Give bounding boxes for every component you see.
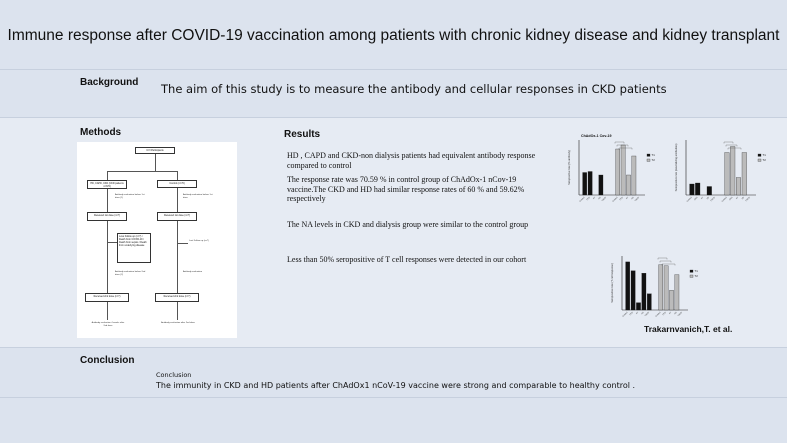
conclusion-text: The immunity in CKD and HD patients after ChAdOx1 nCoV-19 vaccine were strong and comparable to healthy control . [156, 381, 636, 390]
bar-T2-2 [736, 178, 741, 196]
results-para-3: The NA levels in CKD and dialysis group were similar to the control group [287, 220, 529, 229]
legend-label: T1 [694, 269, 698, 274]
legend-label: T1 [651, 153, 655, 158]
tick-label: HD [631, 196, 635, 201]
footer-band [0, 398, 787, 443]
legend-label: T1 [762, 153, 766, 158]
y-axis-label: Seropositive rate (T cell response) [611, 263, 614, 303]
chart-neutralizing [672, 130, 782, 208]
conclusion-heading: Conclusion [80, 355, 135, 366]
tick-label: Control [721, 196, 728, 203]
legend-swatch [690, 270, 693, 272]
bar-T2-1 [664, 266, 668, 310]
tick-label: CAPD [745, 196, 751, 203]
bar-T2-2 [626, 175, 630, 195]
tick-label: HD [674, 311, 678, 316]
flow-left-group: HD, CAPD, CKD (CKD patients n=370) [87, 180, 127, 189]
flow-received-2-right: Received 2nd dose (n=?) [155, 293, 199, 302]
tick-label: KT [735, 196, 740, 201]
tick-label: Control [655, 311, 662, 318]
flow-final-right: Antibody evaluation after 2nd dose [161, 322, 195, 324]
citation: Trakarnvanich,T. et al. [644, 324, 733, 334]
tick-label: HD [641, 311, 645, 316]
background-heading: Background [80, 77, 139, 88]
bar-T1-0 [583, 173, 587, 196]
tick-label: CAPD [677, 311, 684, 318]
flow-final-left: Antibody evaluation 4 weeks after 2nd dose [91, 322, 125, 327]
tick-label: HD [706, 196, 711, 201]
legend-label: T2 [694, 274, 698, 279]
poster-title: Immune response after COVID-19 vaccination among patients with chronic kidney disease and kidney transplant [7, 27, 780, 44]
tick-label: KT [592, 196, 597, 201]
tick-label: KT [668, 311, 673, 316]
chart-title: ChAdOx-1 Cov-19 [581, 134, 612, 138]
tick-label: CKD [693, 196, 699, 202]
bar-T2-2 [669, 290, 673, 310]
flow-eval-left-2: Antibody evaluation before 2nd dose (2) [115, 271, 146, 276]
flow-eval-left-1: Antibody evaluation before 1st dose (1) [115, 194, 145, 199]
chart-antibody-svg [565, 130, 665, 208]
tick-label: Control [622, 311, 629, 318]
tick-label: CKD [629, 311, 634, 317]
conclusion-section [0, 348, 787, 398]
flow-received-1-left: Received 1st dose (n=?) [87, 212, 127, 221]
flow-top-box: CVI Participants [135, 147, 175, 154]
legend-label: T2 [651, 158, 655, 163]
results-heading: Results [284, 129, 321, 140]
flow-right-group: Control (n=70) [157, 180, 197, 188]
tick-label: CKD [619, 196, 624, 202]
flow-lost-right: Lost Follow up (n=?) [189, 240, 209, 242]
legend-swatch [647, 154, 650, 156]
flow-loss-box: Loss Follow up (n=?) / Death from COVID-19 / Death from sepsis / Death from underlying disease [117, 233, 151, 263]
bar-T2-3 [632, 156, 636, 195]
bar-T1-0 [690, 184, 695, 195]
bar-T2-1 [730, 147, 735, 196]
tick-label: HD [598, 196, 602, 201]
tick-label: Control [686, 196, 693, 203]
tick-label: HD [741, 196, 746, 201]
study-flowchart [77, 142, 237, 338]
tick-label: CAPD [710, 196, 716, 203]
legend-swatch [647, 159, 650, 161]
bar-T2-0 [659, 265, 663, 310]
legend-swatch [758, 154, 761, 156]
flow-eval-right-2: Antibody evaluation [183, 271, 203, 273]
chart-neutralizing-svg [672, 130, 782, 208]
sig-bracket [662, 264, 675, 266]
sig-bracket [724, 142, 733, 144]
chart-tcell-svg [608, 250, 728, 322]
bar-T1-1 [588, 172, 592, 196]
legend-label: T2 [762, 158, 766, 163]
tick-label: CKD [662, 311, 667, 317]
bar-T2-0 [616, 149, 620, 195]
tick-label: CAPD [644, 311, 651, 318]
tick-label: CKD [586, 196, 591, 202]
sig-bracket [726, 145, 737, 147]
bar-T1-2 [636, 303, 640, 310]
bar-T1-0 [626, 262, 630, 310]
results-para-1: HD , CAPD and CKD-non dialysis patients had equivalent antibody response compared to control [287, 151, 536, 170]
flow-received-1-right: Received 1st dose (n=?) [157, 212, 197, 221]
bar-T1-3 [642, 273, 646, 310]
bar-T1-1 [695, 183, 700, 195]
sig-bracket [615, 142, 624, 144]
bar-T1-1 [631, 271, 635, 310]
tick-label: CKD [728, 196, 734, 202]
tick-label: CAPD [601, 196, 608, 203]
background-section [0, 70, 787, 118]
background-text: The aim of this study is to measure the antibody and cellular responses in CKD patients [161, 82, 667, 96]
tick-label: KT [700, 196, 705, 201]
bar-T1-3 [599, 175, 603, 195]
y-axis-label: Seropositive rate (neutralizing antibodies) [675, 143, 678, 192]
bar-T1-4 [647, 294, 651, 310]
bar-T2-1 [621, 145, 625, 195]
tick-label: KT [635, 311, 640, 316]
title-band [0, 0, 787, 70]
results-para-4: Less than 50% seropositive of T cell responses were detected in our cohort [287, 255, 527, 264]
tick-label: Control [612, 196, 619, 203]
chart-tcell [608, 250, 728, 322]
tick-label: Control [579, 196, 586, 203]
flow-eval-right-1: Antibody evaluation before 1st dose [183, 194, 213, 199]
bar-T2-3 [675, 275, 679, 310]
chart-antibody [565, 130, 665, 208]
bar-T2-0 [725, 153, 730, 196]
bar-T1-3 [707, 187, 712, 196]
conclusion-label: Conclusion [156, 371, 192, 379]
tick-label: CAPD [634, 196, 641, 203]
results-para-2: The response rate was 70.59 % in control group of ChAdOx-1 nCov-19 vaccine.The CKD and HD had similar response rates of 60 % and 59.62% respectively [287, 175, 525, 204]
legend-swatch [690, 275, 693, 277]
y-axis-label: Seropositive rate (% antibody) [568, 150, 571, 185]
sig-bracket [658, 258, 667, 260]
methods-heading: Methods [80, 127, 122, 138]
bar-T2-3 [742, 153, 747, 196]
legend-swatch [758, 159, 761, 161]
flow-received-2-left: Received 2nd dose (n=?) [85, 293, 129, 302]
sig-bracket [660, 261, 671, 263]
tick-label: KT [625, 196, 630, 201]
